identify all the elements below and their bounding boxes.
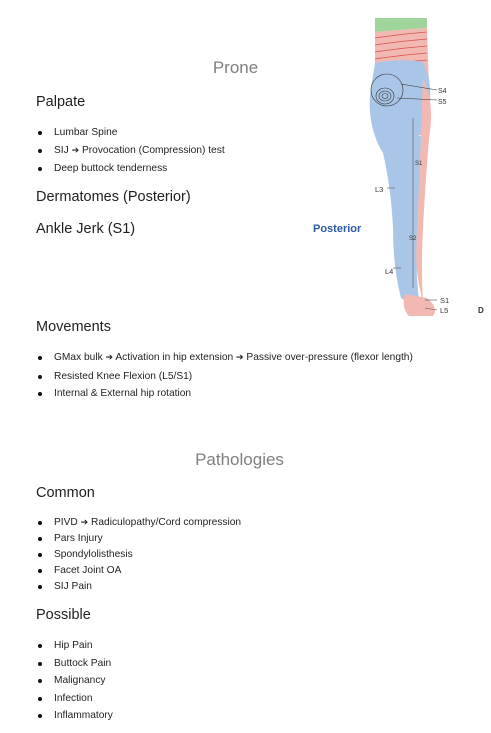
- list-item: Deep buttock tenderness: [36, 160, 225, 178]
- bullet-icon: [38, 679, 42, 683]
- label-s1-foot: S1: [440, 296, 450, 305]
- dermatomes-heading: Dermatomes (Posterior): [36, 189, 191, 205]
- movements-heading: Movements: [36, 319, 111, 335]
- bullet-icon: [38, 585, 42, 589]
- list-item: Facet Joint OA: [36, 563, 241, 579]
- bullet-icon: [38, 553, 42, 557]
- bullet-icon: [38, 537, 42, 541]
- prone-title: Prone: [212, 58, 259, 77]
- bullet-icon: [38, 392, 42, 396]
- list-item: Internal & External hip rotation: [36, 385, 413, 403]
- palpate-list: [36, 124, 225, 178]
- movements-list: [36, 349, 413, 403]
- list-item: SIJ ➔ Provocation (Compression) test: [36, 142, 225, 161]
- bullet-icon: [38, 375, 42, 379]
- bullet-icon: [38, 521, 42, 525]
- arrow-right-icon: ➔: [80, 518, 89, 528]
- possible-heading: Possible: [36, 607, 91, 623]
- list-item: Spondylolisthesis: [36, 547, 241, 563]
- list-item: Infection: [36, 690, 113, 708]
- label-s5: S5: [438, 99, 447, 106]
- foot-region: [404, 294, 435, 316]
- dermatome-figure: [305, 18, 491, 320]
- label-l5: L5: [440, 306, 449, 315]
- list-item: Pars Injury: [36, 531, 241, 547]
- list-item: Malignancy: [36, 672, 113, 690]
- list-item: Inflammatory: [36, 707, 113, 725]
- bullet-icon: [38, 356, 42, 360]
- label-s4: S4: [438, 88, 447, 95]
- label-l4: L4: [385, 267, 394, 276]
- arrow-right-icon: ➔: [236, 353, 244, 363]
- label-d: D: [478, 306, 484, 315]
- list-item: SIJ Pain: [36, 579, 241, 595]
- possible-list: [36, 637, 113, 725]
- list-item: PIVD ➔ Radiculopathy/Cord compression: [36, 515, 241, 531]
- bullet-icon: [38, 167, 42, 171]
- bullet-icon: [38, 569, 42, 573]
- palpate-heading: Palpate: [36, 94, 86, 110]
- pathologies-title: Pathologies: [195, 450, 284, 469]
- list-item: Hip Pain: [36, 637, 113, 655]
- bullet-icon: [38, 714, 42, 718]
- list-item: Lumbar Spine: [36, 124, 225, 142]
- ankle-jerk-heading: Ankle Jerk (S1): [36, 221, 136, 237]
- arrow-right-icon: ➔: [105, 353, 114, 363]
- bullet-icon: [38, 662, 42, 666]
- common-list: [36, 515, 241, 595]
- label-s1-thigh: S1: [415, 161, 423, 167]
- common-heading: Common: [36, 485, 95, 501]
- arrow-right-icon: ➔: [71, 145, 80, 156]
- list-item: Resisted Knee Flexion (L5/S1): [36, 368, 413, 386]
- label-l3: L3: [375, 185, 384, 194]
- list-item: Buttock Pain: [36, 655, 113, 673]
- bullet-icon: [38, 697, 42, 701]
- bullet-icon: [38, 149, 42, 153]
- list-item: GMax bulk ➔ Activation in hip extension ➔ Passive over-pressure (flexor length): [36, 349, 413, 368]
- bullet-icon: [38, 131, 42, 135]
- view-label-posterior: Posterior: [313, 223, 362, 235]
- label-s2: S2: [409, 236, 417, 242]
- bullet-icon: [38, 644, 42, 648]
